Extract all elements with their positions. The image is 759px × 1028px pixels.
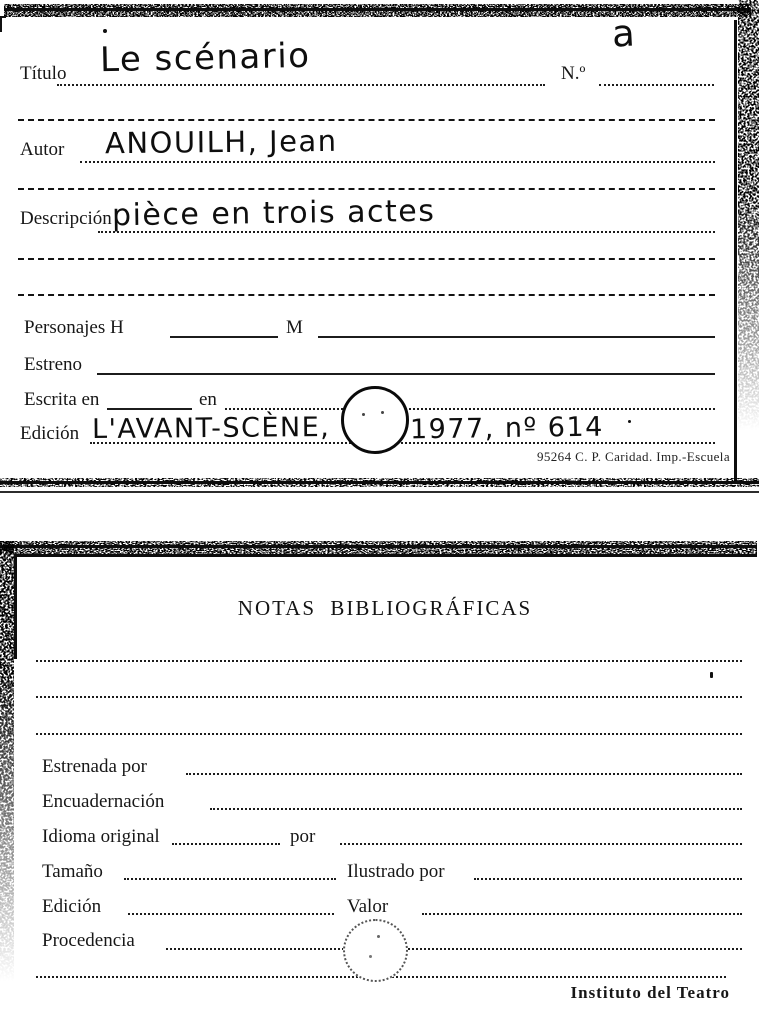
torn-edge-top bbox=[4, 4, 751, 17]
tamano-label: Tamaño bbox=[42, 861, 103, 882]
scan-page-edge-line bbox=[0, 491, 759, 493]
torn-edge-right bbox=[738, 0, 759, 430]
separator-line bbox=[18, 258, 715, 260]
scan-mark bbox=[0, 16, 6, 18]
printer-imprint: 95264 C. P. Caridad. Imp.-Escuela bbox=[536, 449, 730, 464]
separator-line bbox=[18, 188, 715, 190]
idioma-por-label: por bbox=[290, 826, 316, 847]
card-right-border bbox=[734, 20, 737, 482]
titulo-line bbox=[57, 84, 545, 86]
autor-line bbox=[80, 161, 715, 163]
procedencia-line-2 bbox=[408, 948, 742, 950]
encuadernacion-line bbox=[210, 808, 742, 810]
edicion-label: Edición bbox=[20, 423, 80, 444]
procedencia-label: Procedencia bbox=[42, 930, 135, 951]
valor-label: Valor bbox=[347, 896, 389, 917]
encuadernacion-label: Encuadernación bbox=[42, 791, 165, 812]
card-top-border bbox=[14, 554, 757, 557]
stamp-circle-mark-faint bbox=[343, 919, 408, 982]
torn-edge-bottom bbox=[0, 478, 759, 487]
scan-speck bbox=[103, 29, 107, 33]
procedencia-line-1 bbox=[166, 948, 344, 950]
escrita-en-label: Escrita en bbox=[24, 389, 100, 410]
numero-handwritten-annotation: a bbox=[610, 11, 638, 56]
titulo-handwritten-value: Le scénario bbox=[99, 35, 311, 81]
ilustrado-por-line bbox=[474, 878, 742, 880]
idioma-original-label: Idioma original bbox=[42, 826, 160, 847]
instituto-del-teatro-footer: Instituto del Teatro bbox=[570, 983, 730, 1002]
scan-speck bbox=[628, 420, 631, 423]
stamp-ink-speck bbox=[362, 413, 365, 416]
scan-mark bbox=[0, 16, 2, 32]
stamp-ink-speck bbox=[369, 955, 372, 958]
estrenada-por-label: Estrenada por bbox=[42, 756, 147, 777]
descripcion-handwritten-value: pièce en trois actes bbox=[111, 193, 436, 234]
idioma-por-line bbox=[340, 843, 742, 845]
stamp-circle-mark bbox=[341, 386, 409, 454]
separator-line bbox=[18, 294, 715, 296]
estreno-line bbox=[97, 373, 715, 375]
stamp-ink-speck bbox=[381, 411, 384, 414]
idioma-original-line bbox=[172, 843, 280, 845]
estreno-label: Estreno bbox=[24, 354, 83, 375]
ilustrado-por-label: Ilustrado por bbox=[347, 861, 445, 882]
estrenada-por-line bbox=[186, 773, 742, 775]
personajes-m-label: M bbox=[286, 317, 303, 338]
edicion-handwritten-value-right: 1977, nº 614 bbox=[409, 411, 605, 446]
valor-line bbox=[422, 913, 742, 915]
personajes-label: Personajes H bbox=[24, 317, 124, 338]
notas-bibliograficas-title: NOTAS BIBLIOGRÁFICAS bbox=[237, 596, 533, 620]
personajes-h-line bbox=[170, 336, 278, 338]
escrita-en-line-1 bbox=[107, 408, 192, 410]
edicion-back-line bbox=[128, 913, 334, 915]
blank-note-line bbox=[36, 696, 742, 698]
edicion-handwritten-value-left: L'AVANT-SCÈNE, bbox=[91, 411, 331, 446]
torn-edge-top bbox=[0, 541, 757, 554]
escrita-en-line-2 bbox=[225, 408, 715, 410]
descripcion-label: Descripción bbox=[20, 208, 112, 229]
blank-note-line bbox=[36, 660, 742, 662]
edicion-back-label: Edición bbox=[42, 896, 102, 917]
escrita-en-segundo-label: en bbox=[199, 389, 217, 410]
blank-note-line bbox=[36, 733, 742, 735]
stamp-ink-speck bbox=[377, 935, 380, 938]
tamano-line bbox=[124, 878, 336, 880]
numero-line bbox=[599, 84, 714, 86]
titulo-label: Título bbox=[20, 63, 67, 84]
scan-speck bbox=[710, 672, 713, 678]
separator-line bbox=[18, 119, 715, 121]
personajes-m-line bbox=[318, 336, 715, 338]
numero-label: N.º bbox=[561, 63, 586, 84]
autor-label: Autor bbox=[20, 139, 65, 160]
autor-handwritten-value: ANOUILH, Jean bbox=[104, 123, 338, 161]
